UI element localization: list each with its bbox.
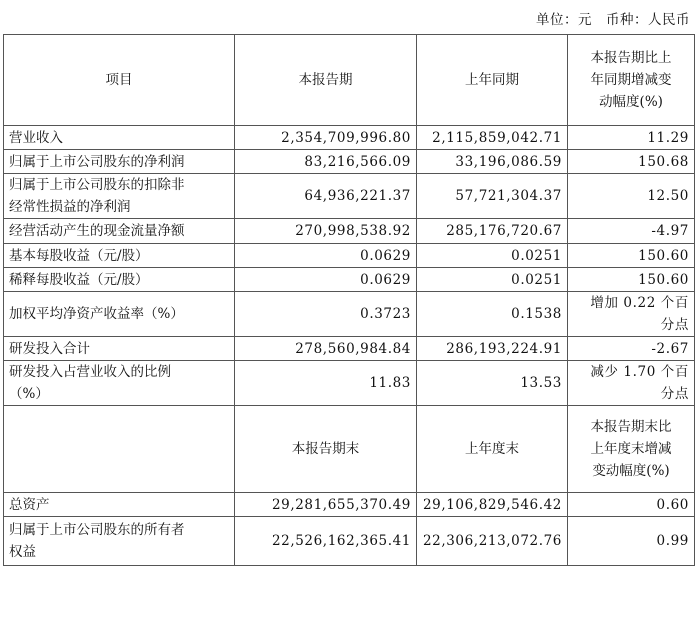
change-value-line: 减少 1.70 个百: [590, 364, 689, 380]
previous-value: 0.0251: [417, 268, 568, 292]
row-label: [4, 337, 235, 361]
header-change-line: 本报告期末比: [590, 419, 672, 435]
header-change-percent-2: [568, 406, 695, 493]
previous-value: 33,196,086.59: [417, 150, 568, 174]
change-value: [568, 517, 695, 566]
table-row: [4, 361, 695, 406]
key-financial-data-table: [3, 34, 695, 566]
header-row-period: [4, 35, 695, 126]
current-value: 2,354,709,996.80: [235, 126, 417, 150]
row-label-line: 稀释每股收益（元/股）: [9, 271, 149, 288]
change-value: [568, 292, 695, 337]
change-value-line: -4.97: [651, 223, 689, 239]
table-row: [4, 268, 695, 292]
row-label-line: 归属于上市公司股东的净利润: [9, 153, 185, 170]
current-value: 29,281,655,370.49: [235, 493, 417, 517]
current-value: 278,560,984.84: [235, 337, 417, 361]
row-label-line: 归属于上市公司股东的所有者: [9, 522, 185, 538]
row-label: [4, 244, 235, 268]
row-label-line: 加权平均净资产收益率（%）: [9, 306, 184, 322]
row-label-line: 经常性损益的净利润: [9, 199, 131, 215]
change-value: [568, 244, 695, 268]
row-label-line: 研发投入合计: [9, 340, 90, 357]
table-row: [4, 219, 695, 244]
previous-value: 2,115,859,042.71: [417, 126, 568, 150]
row-label-line: 经营活动产生的现金流量净额: [9, 223, 185, 239]
table-row: [4, 292, 695, 337]
table-body: [4, 35, 695, 566]
current-value: 0.0629: [235, 244, 417, 268]
table-row: [4, 244, 695, 268]
change-value-line: 11.29: [647, 129, 689, 146]
header-change-line: 变动幅度(%): [592, 463, 670, 479]
previous-value: 13.53: [417, 361, 568, 406]
table-row: [4, 337, 695, 361]
change-value: [568, 126, 695, 150]
table-row: [4, 517, 695, 566]
change-value-line: 0.99: [656, 533, 689, 549]
header-blank: [4, 406, 235, 493]
header-last-year-end: 上年度末: [417, 406, 568, 493]
change-value: [568, 174, 695, 219]
row-label-line: 权益: [9, 544, 36, 560]
change-value-line: 分点: [660, 386, 689, 402]
header-change-percent: [568, 35, 695, 126]
current-value: 11.83: [235, 361, 417, 406]
change-value: [568, 361, 695, 406]
change-value: [568, 219, 695, 244]
table-row: [4, 493, 695, 517]
row-label: [4, 219, 235, 244]
row-label-line: 营业收入: [9, 129, 63, 146]
change-value: [568, 150, 695, 174]
change-value-line: 0.60: [656, 496, 689, 513]
change-value-line: 150.60: [638, 247, 689, 264]
current-value: 0.3723: [235, 292, 417, 337]
row-label: [4, 174, 235, 219]
previous-value: 29,106,829,546.42: [417, 493, 568, 517]
current-value: 83,216,566.09: [235, 150, 417, 174]
unit-currency-line: 单位：元 币种：人民币: [536, 12, 690, 28]
header-change-line: 本报告期比上: [590, 50, 672, 66]
change-value-line: 分点: [660, 317, 689, 333]
previous-value: 0.1538: [417, 292, 568, 337]
row-label-line: 研发投入占营业收入的比例: [9, 364, 171, 380]
header-change-line: 上年度末增减: [590, 441, 672, 457]
previous-value: 22,306,213,072.76: [417, 517, 568, 566]
header-change-line: 年同期增减变: [590, 72, 672, 88]
row-label: [4, 292, 235, 337]
header-current-period: 本报告期: [235, 35, 417, 126]
header-row-period-end: [4, 406, 695, 493]
table-row: [4, 174, 695, 219]
change-value-line: 增加 0.22 个百: [590, 295, 689, 311]
row-label-line: 基本每股收益（元/股）: [9, 247, 149, 264]
change-value: [568, 268, 695, 292]
change-value-line: 150.60: [638, 271, 689, 288]
row-label-line: 总资产: [9, 496, 50, 513]
current-value: 0.0629: [235, 268, 417, 292]
change-value: [568, 337, 695, 361]
change-value-line: 150.68: [638, 153, 689, 170]
row-label: [4, 493, 235, 517]
row-label: [4, 150, 235, 174]
row-label: [4, 361, 235, 406]
change-value-line: 12.50: [647, 188, 689, 204]
previous-value: 285,176,720.67: [417, 219, 568, 244]
previous-value: 57,721,304.37: [417, 174, 568, 219]
row-label: [4, 126, 235, 150]
header-item: 项目: [4, 35, 235, 126]
header-period-end: 本报告期末: [235, 406, 417, 493]
current-value: 270,998,538.92: [235, 219, 417, 244]
change-value: [568, 493, 695, 517]
row-label-line: （%）: [9, 386, 49, 402]
previous-value: 286,193,224.91: [417, 337, 568, 361]
row-label: [4, 517, 235, 566]
current-value: 64,936,221.37: [235, 174, 417, 219]
header-same-period-last-year: 上年同期: [417, 35, 568, 126]
previous-value: 0.0251: [417, 244, 568, 268]
table-row: [4, 150, 695, 174]
row-label-line: 归属于上市公司股东的扣除非: [9, 177, 185, 193]
row-label: [4, 268, 235, 292]
current-value: 22,526,162,365.41: [235, 517, 417, 566]
table-row: [4, 126, 695, 150]
change-value-line: -2.67: [651, 340, 689, 357]
header-change-line: 动幅度(%): [599, 94, 663, 110]
